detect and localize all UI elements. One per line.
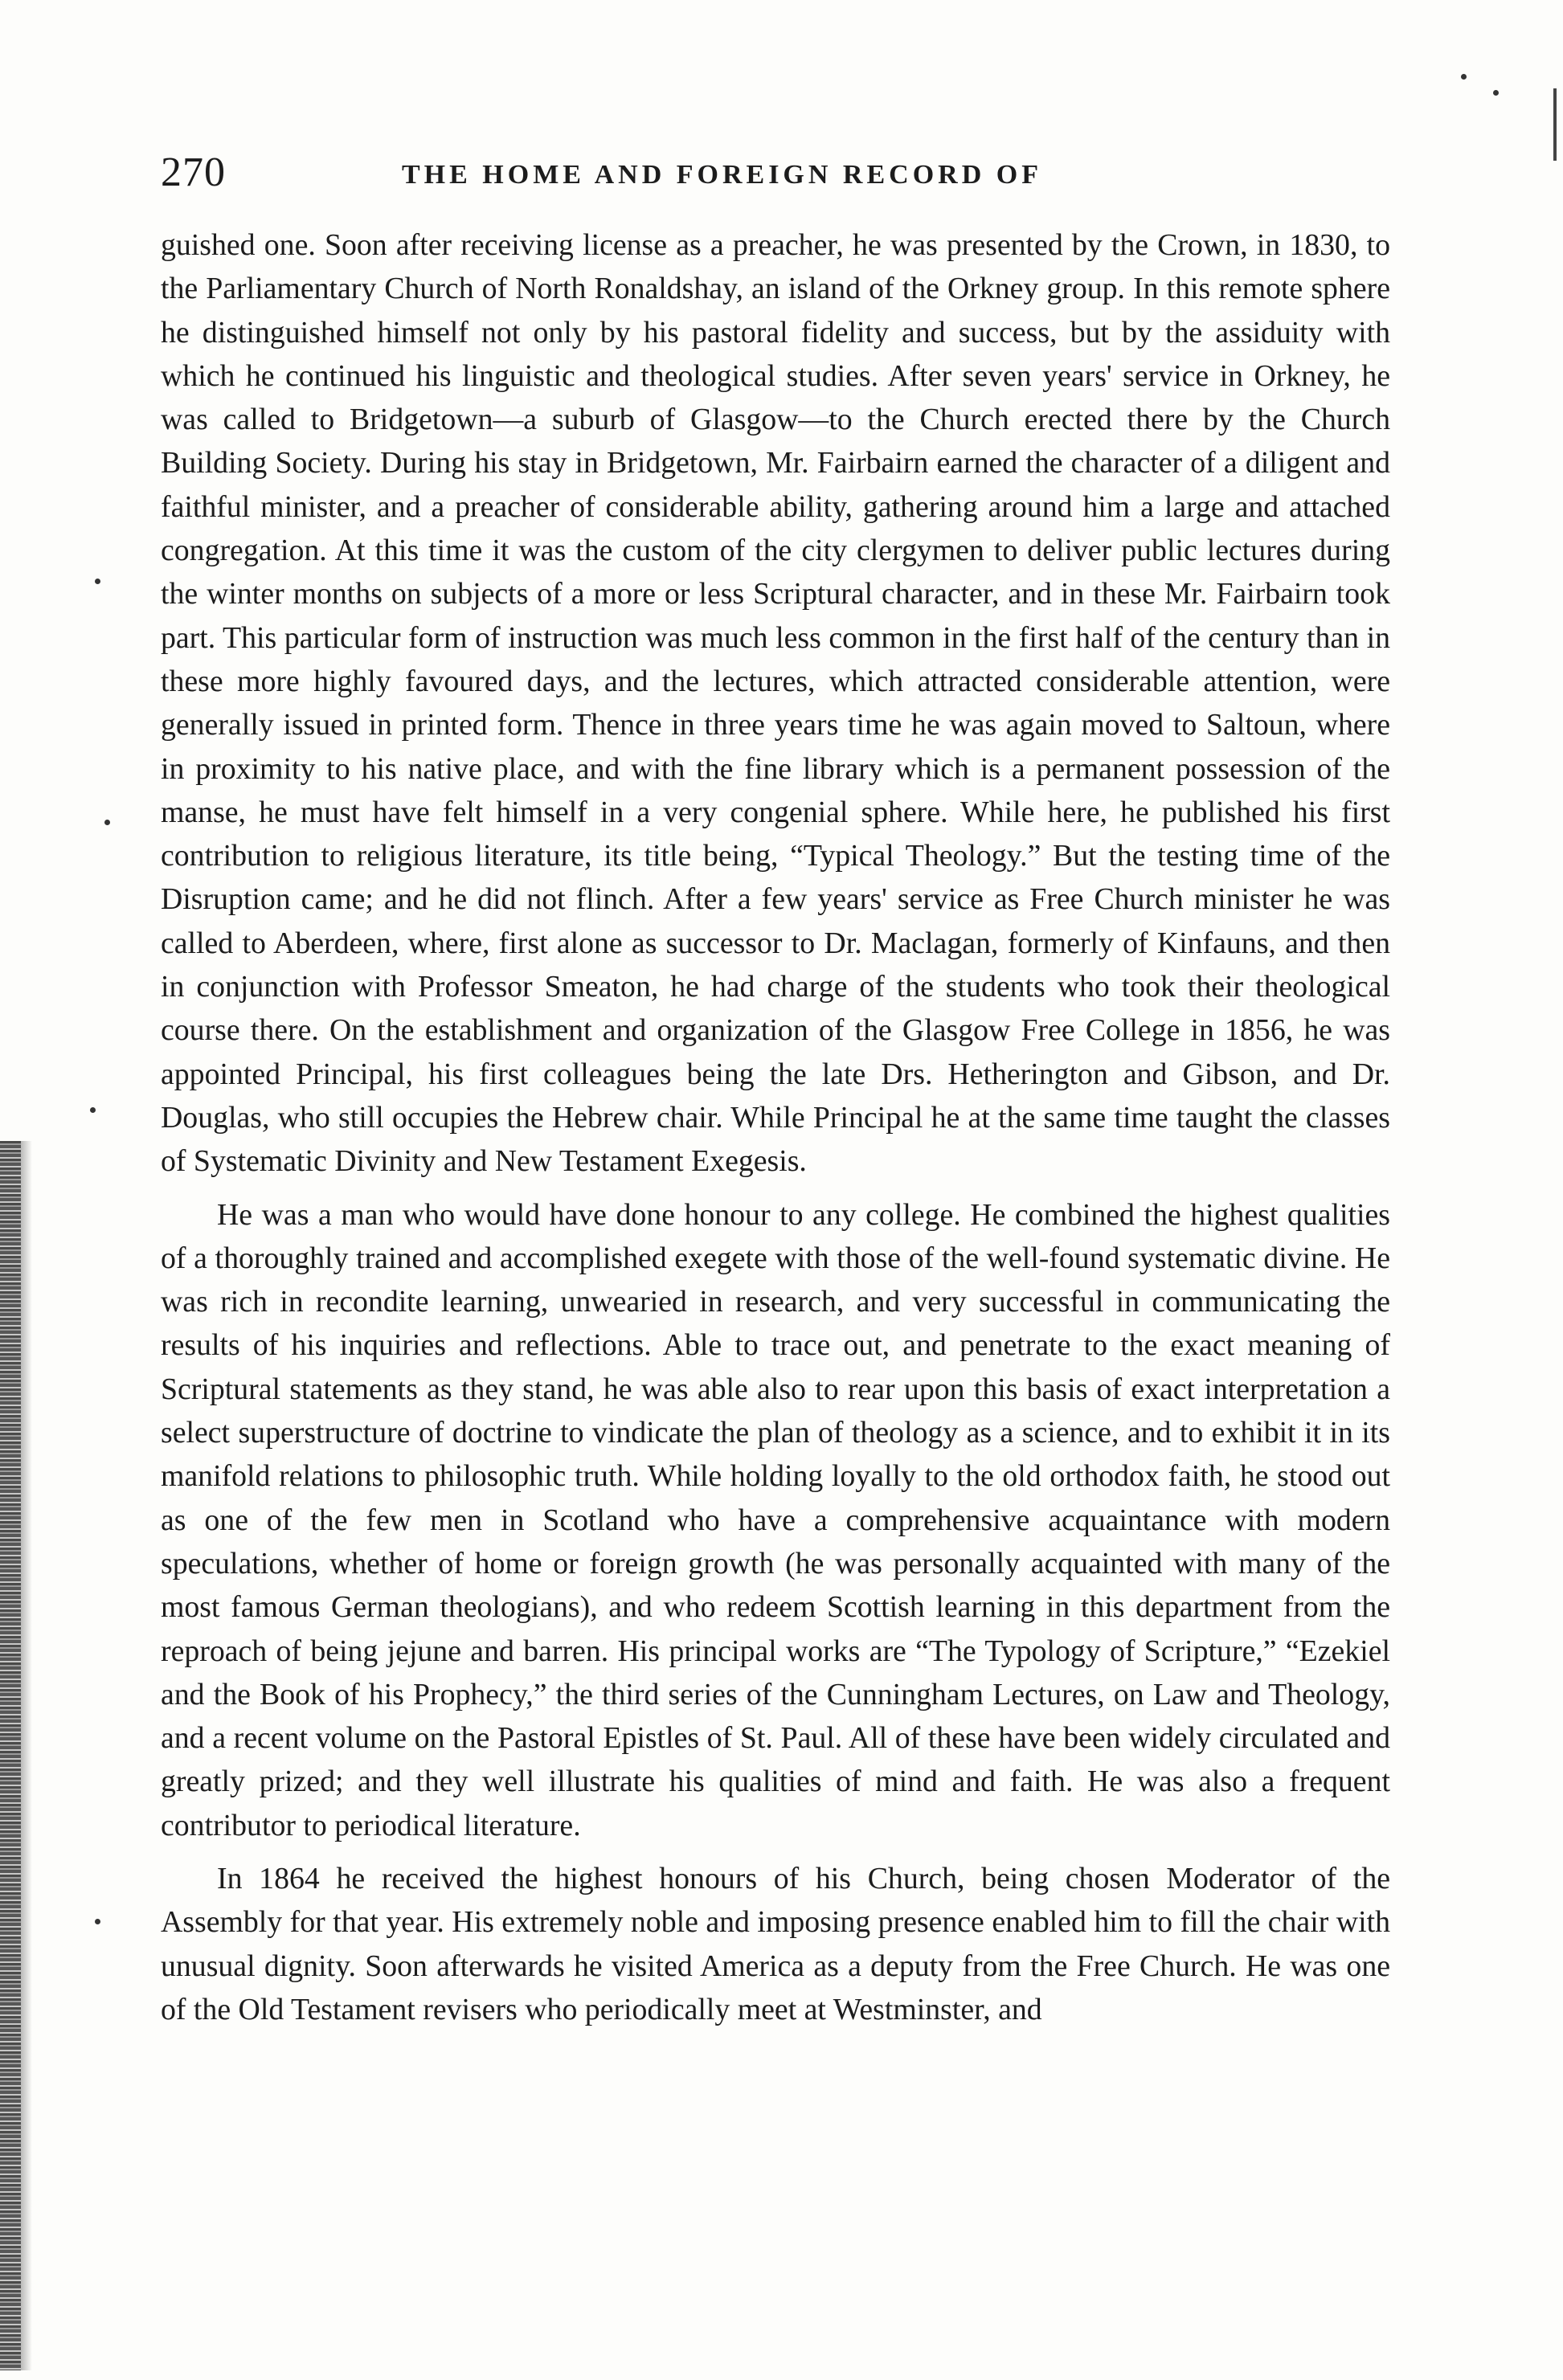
paragraph-character: He was a man who would have done honour to any college. He combined the highest qualities of a thoroughly trained and accomplished exegete with those of the well-found systematic divine. He was rich in recondite learning, unwearied in research, and very successful in communicating the results of his inquiries and reflections. Able to trace out, and penetrate to the exact meaning of Scriptural statements as they stand, he was able also to rear upon this basis of exact interpretation a select superstructure of doctrine to vindicate the plan of theology as a science, and to exhibit it in its manifold relations to philosophic truth. While holding loyally to the old orthodox faith, he stood out as one of the few men in Scotland who have a comprehensive acquaintance with modern speculations, whether of home or foreign growth (he was personally acquainted with many of the most famous German theologians), and who redeem Scottish learning in this department from the reproach of being jejune and barren. His principal works are “The Typology of Scripture,” “Ezekiel and the Book of his Prophecy,” the third series of the Cunningham Lectures, on Law and Theology, and a recent volume on the Pastoral Epistles of St. Paul. All of these have been widely circulated and greatly prized; and they well illustrate his qualities of mind and faith. He was also a frequent contributor to periodical literature. (161, 1197, 1390, 1842)
running-title: THE HOME AND FOREIGN RECORD OF (402, 160, 1042, 190)
article-body (161, 223, 1390, 2313)
margin-speck (1461, 74, 1467, 80)
margin-speck (104, 820, 110, 825)
paragraph-career: guished one. Soon after receiving license as a preacher, he was presented by the Crown, in 1830, to the Parliamentary Church of North Ronaldshay, an island of the Orkney group. In this remote sphere he distinguished himself not only by his pastoral fidelity and success, but by the assiduity with which he continued his linguistic and theological studies. After seven years' service in Orkney, he was called to Bridgetown—a suburb of Glasgow—to the Church erected there by the Church Building Society. During his stay in Bridgetown, Mr. Fairbairn earned the character of a diligent and faithful minister, and a preacher of considerable ability, gathering around him a large and attached congregation. At this time it was the custom of the city clergymen to deliver public lectures during the winter months on subjects of a more or less Scriptural character, and in these Mr. Fairbairn took part. This particular form of instruction was much less common in the first half of the century than in these more highly favoured days, and the lectures, which attracted considerable attention, were generally issued in printed form. Thence in three years time he was again moved to Saltoun, where in proximity to his native place, and with the fine library which is a permanent possession of the manse, he must have felt himself in a very congenial sphere. While here, he published his first contribution to religious literature, its title being, “Typical Theology.” But the testing time of the Disruption came; and he did not flinch. After a few years' service as Free Church minister he was called to Aberdeen, where, first alone as successor to Dr. Maclagan, formerly of Kinfauns, and then in conjunction with Professor Smeaton, he had charge of the students who took their theological course there. On the establishment and organization of the Glasgow Free College in 1856, he was appointed Principal, his first colleagues being the late Drs. Hetherington and Gibson, and Dr. Douglas, who still occupies the Hebrew chair. While Principal he at the same time taught the classes of Systematic Divinity and New Testament Exegesis. (161, 228, 1390, 1179)
margin-speck (90, 1107, 96, 1113)
page-number: 270 (161, 149, 226, 195)
paragraph-moderator: In 1864 he received the highest honours of his Church, being chosen Moderator of the Assembly for that year. His extremely noble and imposing presence enabled him to fill the chair with unusual dignity. Soon afterwards he visited America as a deputy from the Free Church. He was one of the Old Testament revisers who periodically meet at Westminster, and (161, 1861, 1390, 2026)
binding-edge-fade (21, 1141, 32, 2370)
margin-speck (1493, 90, 1499, 96)
scan-edge-mark (1553, 88, 1557, 161)
margin-speck (95, 579, 100, 584)
binding-edge-shadow (0, 1141, 21, 2370)
page-header (161, 145, 1390, 201)
margin-speck (95, 1919, 100, 1924)
